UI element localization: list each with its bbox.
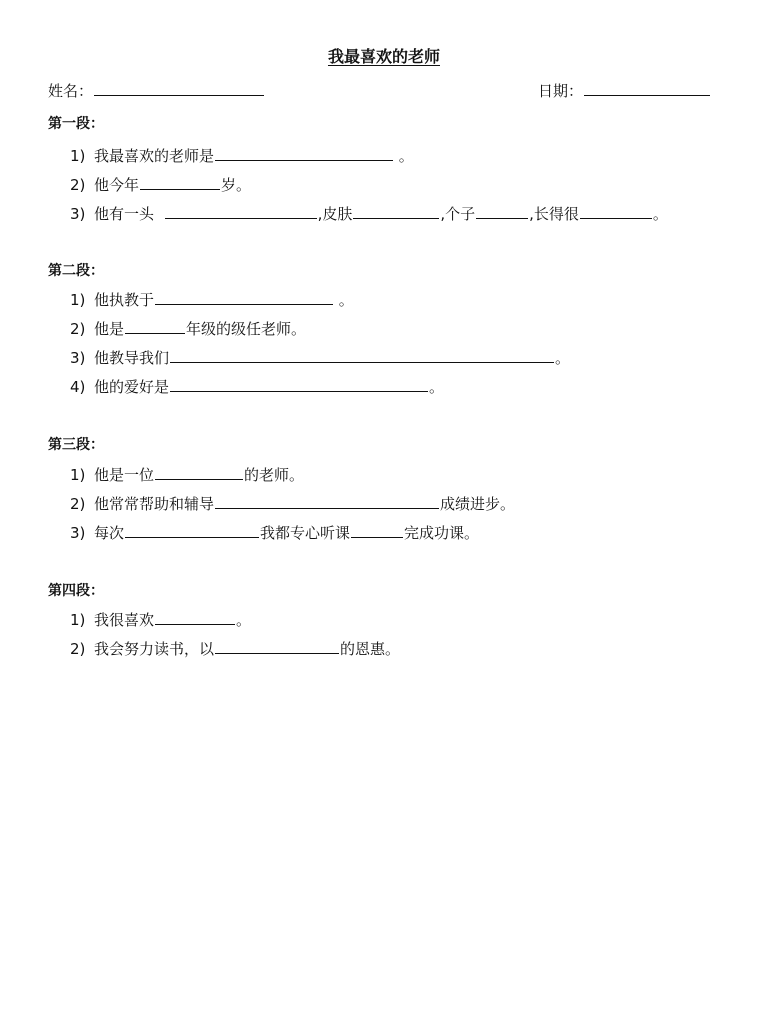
item-number: 4)	[70, 378, 86, 396]
section-2-item-3	[70, 347, 570, 368]
worksheet-title: 我最喜欢的老师	[327, 47, 440, 66]
item-text: 每次	[94, 524, 125, 542]
item-text: 他的爱好是	[94, 378, 170, 396]
name-label: 姓名：	[48, 82, 94, 100]
date-blank[interactable]	[584, 80, 710, 96]
item-text: 他是	[94, 320, 125, 338]
item-number: 1)	[70, 291, 86, 309]
section-1-item-2	[70, 174, 251, 195]
section-3-heading: 第三段：	[48, 437, 104, 453]
item-text: 他今年	[94, 176, 140, 194]
fill-blank[interactable]	[170, 347, 554, 363]
fill-blank[interactable]	[215, 493, 439, 509]
item-text: 我会努力读书，以	[94, 640, 215, 658]
item-number: 2)	[70, 176, 86, 194]
section-2-item-1	[70, 289, 354, 310]
item-text: 我最喜欢的老师是	[94, 147, 215, 165]
section-2-heading: 第二段：	[48, 263, 104, 279]
section-1-item-1	[70, 145, 414, 166]
item-text: 他是一位	[94, 466, 155, 484]
fill-blank[interactable]	[170, 376, 428, 392]
section-3-item-1	[70, 464, 304, 485]
fill-blank[interactable]	[351, 522, 403, 538]
fill-blank[interactable]	[165, 203, 317, 219]
item-text: 。	[398, 147, 414, 165]
date-label: 日期：	[538, 82, 584, 100]
fill-blank[interactable]	[476, 203, 528, 219]
name-row	[48, 80, 265, 101]
item-number: 3)	[70, 205, 86, 223]
section-1-heading: 第一段：	[48, 116, 104, 132]
item-number: 2)	[70, 320, 86, 338]
fill-blank[interactable]	[125, 318, 185, 334]
section-4-heading: 第四段：	[48, 583, 104, 599]
item-text: ,个子	[440, 205, 476, 223]
section-3-item-3	[70, 522, 479, 543]
fill-blank[interactable]	[215, 145, 393, 161]
item-text: 的恩惠。	[340, 640, 401, 658]
item-text: ,长得很	[529, 205, 579, 223]
section-2-item-4	[70, 376, 444, 397]
section-1-item-3	[70, 203, 668, 224]
item-number: 3)	[70, 524, 86, 542]
fill-blank[interactable]	[580, 203, 652, 219]
name-blank[interactable]	[94, 80, 264, 96]
fill-blank[interactable]	[155, 464, 243, 480]
item-text: 我都专心听课	[260, 524, 351, 542]
section-4-item-1	[70, 609, 251, 630]
section-2-item-2	[70, 318, 306, 339]
item-number: 1)	[70, 147, 86, 165]
item-number: 3)	[70, 349, 86, 367]
item-text: 他有一头	[94, 205, 155, 223]
item-text: 。	[555, 349, 571, 367]
fill-blank[interactable]	[353, 203, 439, 219]
item-text: 的老师。	[244, 466, 305, 484]
item-text: 。	[429, 378, 445, 396]
item-text: 完成功课。	[404, 524, 480, 542]
item-number: 2)	[70, 640, 86, 658]
fill-blank[interactable]	[125, 522, 259, 538]
item-text: 年级的级任老师。	[186, 320, 307, 338]
item-text: 他常常帮助和辅导	[94, 495, 215, 513]
item-text: 我很喜欢	[94, 611, 155, 629]
item-number: 2)	[70, 495, 86, 513]
item-text: 。	[652, 205, 668, 223]
section-3-item-2	[70, 493, 515, 514]
section-4-item-2	[70, 638, 400, 659]
item-text: 他教导我们	[94, 349, 170, 367]
fill-blank[interactable]	[155, 289, 333, 305]
item-text: 成绩进步。	[440, 495, 516, 513]
item-number: 1)	[70, 611, 86, 629]
fill-blank[interactable]	[140, 174, 220, 190]
item-text: ,皮肤	[317, 205, 353, 223]
item-text: 。	[338, 291, 354, 309]
item-text: 他执教于	[94, 291, 155, 309]
item-text: 岁。	[221, 176, 252, 194]
item-number: 1)	[70, 466, 86, 484]
date-row	[538, 80, 711, 101]
item-text: 。	[236, 611, 252, 629]
fill-blank[interactable]	[155, 609, 235, 625]
fill-blank[interactable]	[215, 638, 339, 654]
